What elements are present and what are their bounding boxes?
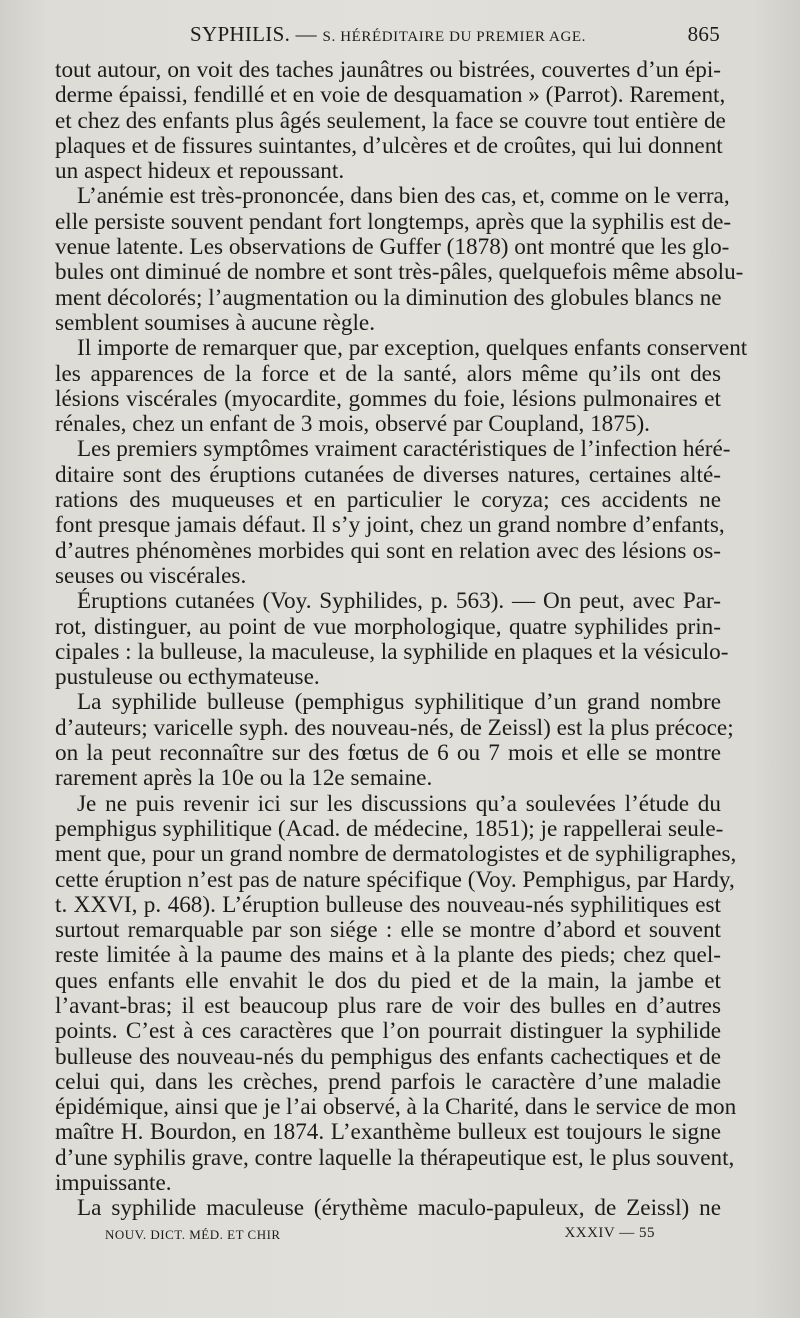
text-line: rénales, chez un enfant de 3 mois, observé par Coupland, 1875). [55,411,650,438]
text-line: les apparences de la force et de la santé, alors même qu’ils ont des [55,360,721,387]
text-line: lésions viscérales (myocardite, gommes du foie, lésions pulmonaires et [55,385,721,412]
text-line: cette éruption n’est pas de nature spécifique (Voy. Pemphigus, par Hardy, [55,866,735,893]
body-text [55,57,748,1222]
text-line: L’anémie est très-prononcée, dans bien des cas, et, comme on le verra, [77,183,730,210]
text-line: pemphigus syphilitique (Acad. de médecine, 1851); je rappellerai seule- [55,815,724,842]
text-line: on la peut reconnaître sur des fœtus de 6 ou 7 mois et elle se montre [55,740,721,767]
text-line: et chez des enfants plus âgés seulement, la face se couvre tout entière de [55,107,726,134]
text-line: points. C’est à ces caractères que l’on pourrait distinguer la syphilide [55,1018,721,1045]
text-line: venue latente. Les observations de Guffer (1878) ont montré que les glo- [55,234,730,261]
text-line: derme épaissi, fendillé et en voie de desquamation » (Parrot). Rarement, [55,82,726,109]
text-line: tout autour, on voit des taches jaunâtres ou bistrées, couvertes d’un épi- [55,57,721,83]
text-line: d’une syphilis grave, contre laquelle la thérapeutique est, le plus souvent, [55,1144,735,1171]
text-line: La syphilide maculeuse (érythème maculo-papuleux, de Zeissl) ne [77,1195,721,1222]
text-line: maître H. Bourdon, en 1874. L’exanthème bulleux est toujours le signe [55,1119,721,1146]
text-line: font presque jamais défaut. Il s’y joint, chez un grand nombre d’enfants, [55,512,725,539]
text-line: Éruptions cutanées (Voy. Syphilides, p. 563). — On peut, avec Par- [77,588,721,615]
text-line: bules ont diminué de nombre et sont très-pâles, quelquefois même absolu- [55,259,744,286]
text-line: rot, distinguer, au point de vue morphologique, quatre syphilides prin- [55,613,721,640]
text-line: Les premiers symptômes vraiment caractéristiques de l’infection héré- [77,436,731,463]
text-line: rarement après la 10e ou la 12e semaine. [55,765,433,792]
text-line: pustuleuse ou ecthymateuse. [55,664,320,691]
text-line: reste limitée à la paume des mains et à la plante des pieds; chez quel- [55,942,721,969]
text-line: semblent soumises à aucune règle. [55,309,376,336]
text-line: ques enfants elle envahit le dos du pied et de la main, la jambe et [55,967,721,994]
text-line: Je ne puis revenir ici sur les discussions qu’a soulevées l’étude du [77,790,721,817]
text-line: bulleuse des nouveau-nés du pemphigus des enfants cachectiques et de [55,1043,721,1070]
text-line: La syphilide bulleuse (pemphigus syphilitique d’un grand nombre [77,689,721,716]
text-line: plaques et de fissures suintantes, d’ulcères et de croûtes, qui lui donnent [55,132,723,159]
text-line: ditaire sont des éruptions cutanées de diverses natures, certaines alté- [55,461,721,488]
signature-mark: XXXIV — 55 [564,1225,655,1241]
text-line: un aspect hideux et repoussant. [55,158,345,185]
text-line: celui qui, dans les crèches, prend parfois le caractère d’une maladie [55,1068,721,1095]
title-main: SYPHILIS. — [190,22,323,46]
text-line: ment que, pour un grand nombre de dermatologistes et de syphiligraphes, [55,841,737,868]
text-line: surtout remarquable par son siége : elle se montre d’abord et souvent [55,917,721,944]
running-title [190,22,586,47]
text-line: ment décolorés; l’augmentation ou la diminution des globules blancs ne [55,284,722,311]
text-line: d’auteurs; varicelle syph. des nouveau-nés, de Zeissl) est la plus précoce; [55,714,734,741]
text-line: impuissante. [55,1170,172,1197]
text-line: d’autres phénomènes morbides qui sont en relation avec des lésions os- [55,537,721,564]
text-line: l’avant-bras; il est beaucoup plus rare de voir des bulles en d’autres [55,992,721,1019]
text-line: rations des muqueuses et en particulier le coryza; ces accidents ne [55,487,721,514]
text-line: seuses ou viscérales. [55,562,247,589]
text-line: elle persiste souvent pendant fort longtemps, après que la syphilis est de- [55,208,732,235]
page-number: 865 [687,22,720,46]
series-title: NOUV. DICT. MÉD. ET CHIR [105,1227,281,1242]
text-line: Il importe de remarquer que, par exception, quelques enfants conservent [77,335,748,362]
title-sub: S. HÉRÉDITAIRE DU PREMIER AGE. [322,29,587,45]
text-line: épidémique, ainsi que je l’ai observé, à la Charité, dans le service de mon [55,1094,737,1121]
text-line: cipales : la bulleuse, la maculeuse, la syphilide en plaques et la vésiculo- [55,638,729,665]
text-line: t. XXVI, p. 468). L’éruption bulleuse des nouveau-nés syphilitiques est [55,891,721,918]
